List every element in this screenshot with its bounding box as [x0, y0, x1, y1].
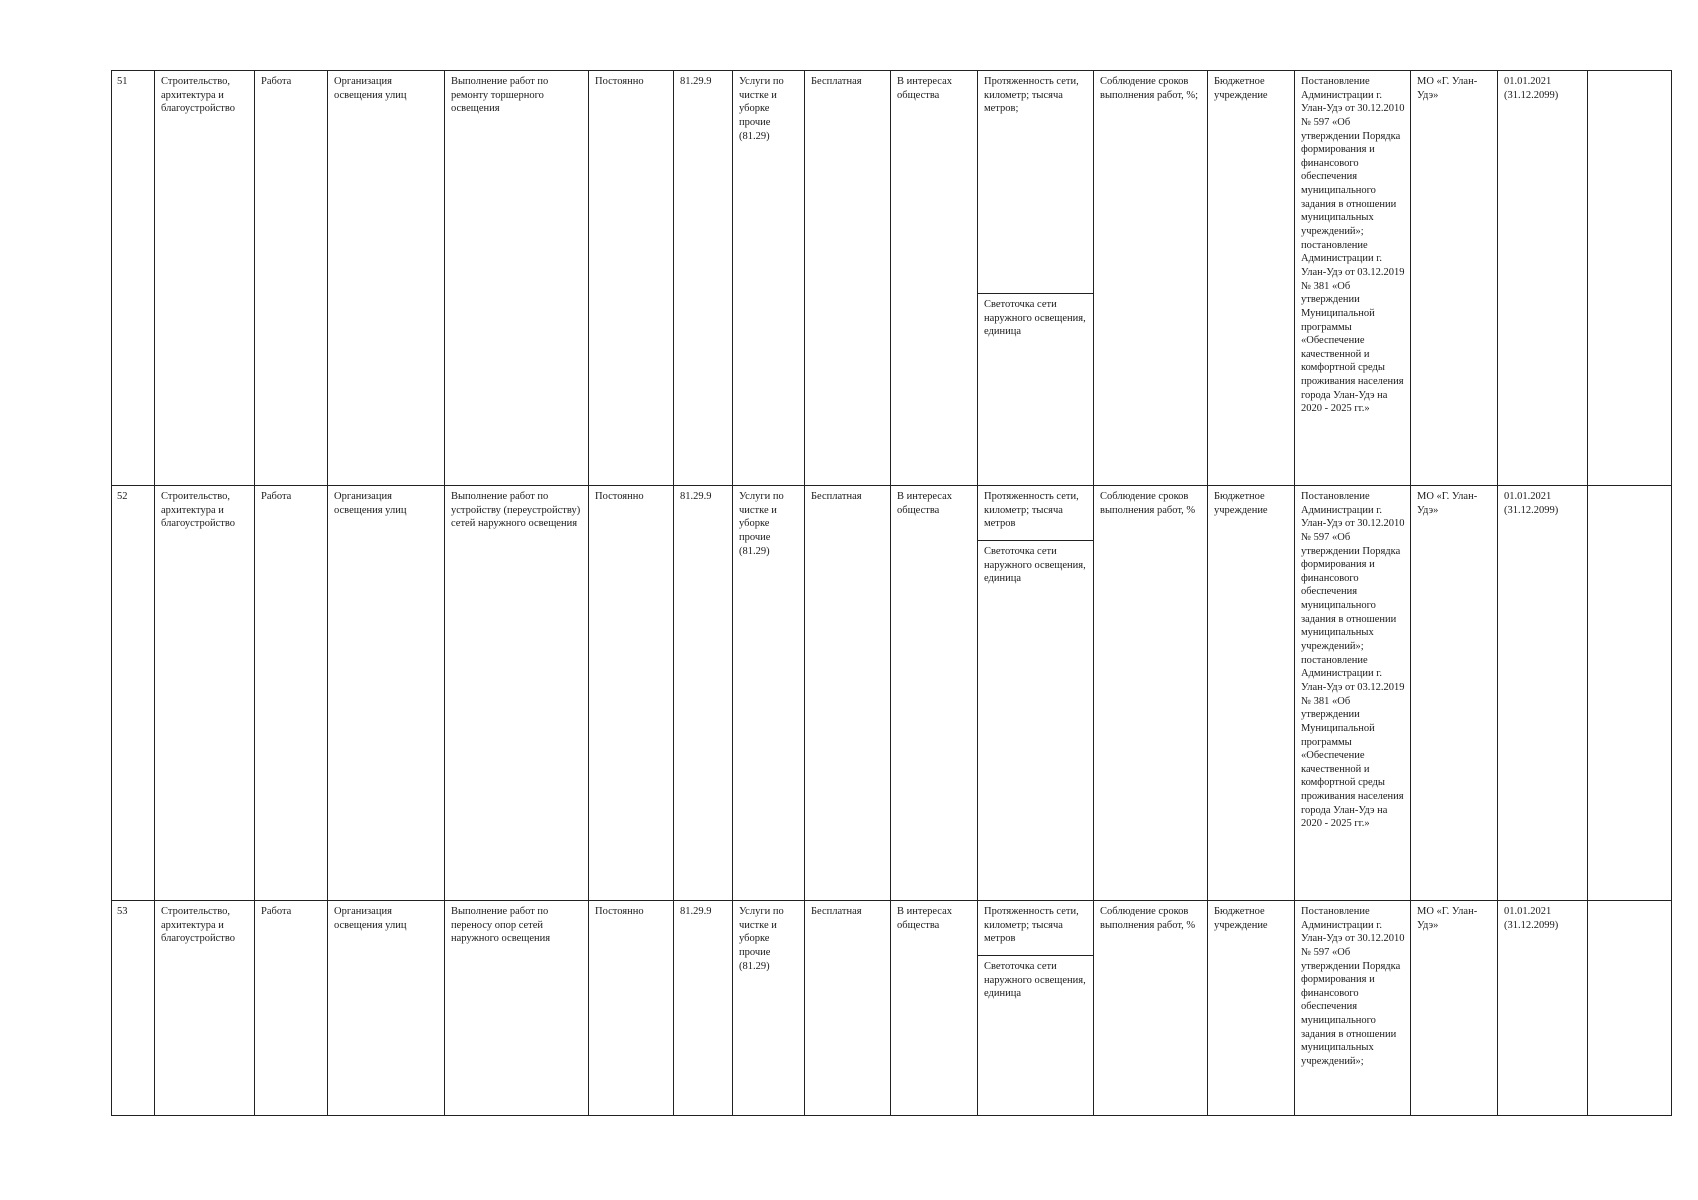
quality-indicator: Соблюдение сроков выполнения работ, %: [1094, 901, 1208, 1116]
extra-column: [1588, 901, 1672, 1116]
legal-basis: Постановление Администрации г. Улан-Удэ от 30.12.2010 № 597 «Об утверждении Порядка формирования и финансового обеспечения муниципального задания в отношении муниципальных учреждений»; постановление Администрации г. Улан-Удэ от 03.12.2019 № 381 «Об утверждении Муниципальной программы «Обеспечение качественной и комфортной среды проживания населения города Улан-Удэ на 2020 - 2025 гг.»: [1295, 71, 1411, 486]
quality-indicator: Соблюдение сроков выполнения работ, %;: [1094, 71, 1208, 486]
volume-indicator-length: Протяженность сети, километр; тысяча метров;: [978, 71, 1093, 294]
periodicity: Постоянно: [589, 901, 674, 1116]
payment-type: Бесплатная: [805, 486, 891, 901]
entry-type: Работа: [255, 901, 328, 1116]
consumers: В интересах общества: [891, 71, 978, 486]
row-number: 53: [112, 901, 155, 1116]
legal-basis: Постановление Администрации г. Улан-Удэ от 30.12.2010 № 597 «Об утверждении Порядка формирования и финансового обеспечения муниципального задания в отношении муниципальных учреждений»;: [1295, 901, 1411, 1116]
work-content: Выполнение работ по ремонту торшерного освещения: [445, 71, 589, 486]
volume-indicators-cell: [978, 71, 1094, 486]
row-number: 52: [112, 486, 155, 901]
okved-name: Услуги по чистке и уборке прочие (81.29): [733, 486, 805, 901]
row-number: 51: [112, 71, 155, 486]
activity-sphere: Строительство, архитектура и благоустройство: [155, 486, 255, 901]
okved-code: 81.29.9: [674, 71, 733, 486]
work-content: Выполнение работ по устройству (переустройству) сетей наружного освещения: [445, 486, 589, 901]
payment-type: Бесплатная: [805, 901, 891, 1116]
entry-type: Работа: [255, 486, 328, 901]
payment-type: Бесплатная: [805, 71, 891, 486]
table-row: [112, 901, 1672, 1116]
municipality: МО «Г. Улан-Удэ»: [1411, 901, 1498, 1116]
periodicity: Постоянно: [589, 71, 674, 486]
volume-indicator-lightpoint: Светоточка сети наружного освещения, единица: [984, 961, 1086, 1000]
volume-indicators-cell: [978, 486, 1094, 901]
okved-name: Услуги по чистке и уборке прочие (81.29): [733, 901, 805, 1116]
work-content: Выполнение работ по переносу опор сетей наружного освещения: [445, 901, 589, 1116]
volume-indicators-cell: [978, 901, 1094, 1116]
validity-dates: 01.01.2021 (31.12.2099): [1498, 901, 1588, 1116]
service-name: Организация освещения улиц: [328, 901, 445, 1116]
consumers: В интересах общества: [891, 486, 978, 901]
consumers: В интересах общества: [891, 901, 978, 1116]
activity-sphere: Строительство, архитектура и благоустройство: [155, 71, 255, 486]
activity-sphere: Строительство, архитектура и благоустройство: [155, 901, 255, 1116]
service-name: Организация освещения улиц: [328, 71, 445, 486]
volume-indicator-lightpoint: Светоточка сети наружного освещения, единица: [984, 546, 1086, 585]
extra-column: [1588, 71, 1672, 486]
volume-indicator-length: Протяженность сети, километр; тысяча метров: [978, 486, 1093, 541]
volume-indicator-lightpoint: Светоточка сети наружного освещения, единица: [984, 299, 1086, 338]
okved-name: Услуги по чистке и уборке прочие (81.29): [733, 71, 805, 486]
okved-code: 81.29.9: [674, 901, 733, 1116]
legal-basis: Постановление Администрации г. Улан-Удэ от 30.12.2010 № 597 «Об утверждении Порядка формирования и финансового обеспечения муниципального задания в отношении муниципальных учреждений»; постановление Администрации г. Улан-Удэ от 03.12.2019 № 381 «Об утверждении Муниципальной программы «Обеспечение качественной и комфортной среды проживания населения города Улан-Удэ на 2020 - 2025 гг.»: [1295, 486, 1411, 901]
institution-type: Бюджетное учреждение: [1208, 71, 1295, 486]
okved-code: 81.29.9: [674, 486, 733, 901]
validity-dates: 01.01.2021 (31.12.2099): [1498, 71, 1588, 486]
periodicity: Постоянно: [589, 486, 674, 901]
extra-column: [1588, 486, 1672, 901]
entry-type: Работа: [255, 71, 328, 486]
table-row: [112, 71, 1672, 486]
municipality: МО «Г. Улан-Удэ»: [1411, 486, 1498, 901]
institution-type: Бюджетное учреждение: [1208, 486, 1295, 901]
registry-table: [111, 70, 1672, 1116]
municipality: МО «Г. Улан-Удэ»: [1411, 71, 1498, 486]
table-row: [112, 486, 1672, 901]
volume-indicator-length: Протяженность сети, километр; тысяча метров: [978, 901, 1093, 956]
institution-type: Бюджетное учреждение: [1208, 901, 1295, 1116]
quality-indicator: Соблюдение сроков выполнения работ, %: [1094, 486, 1208, 901]
validity-dates: 01.01.2021 (31.12.2099): [1498, 486, 1588, 901]
service-name: Организация освещения улиц: [328, 486, 445, 901]
